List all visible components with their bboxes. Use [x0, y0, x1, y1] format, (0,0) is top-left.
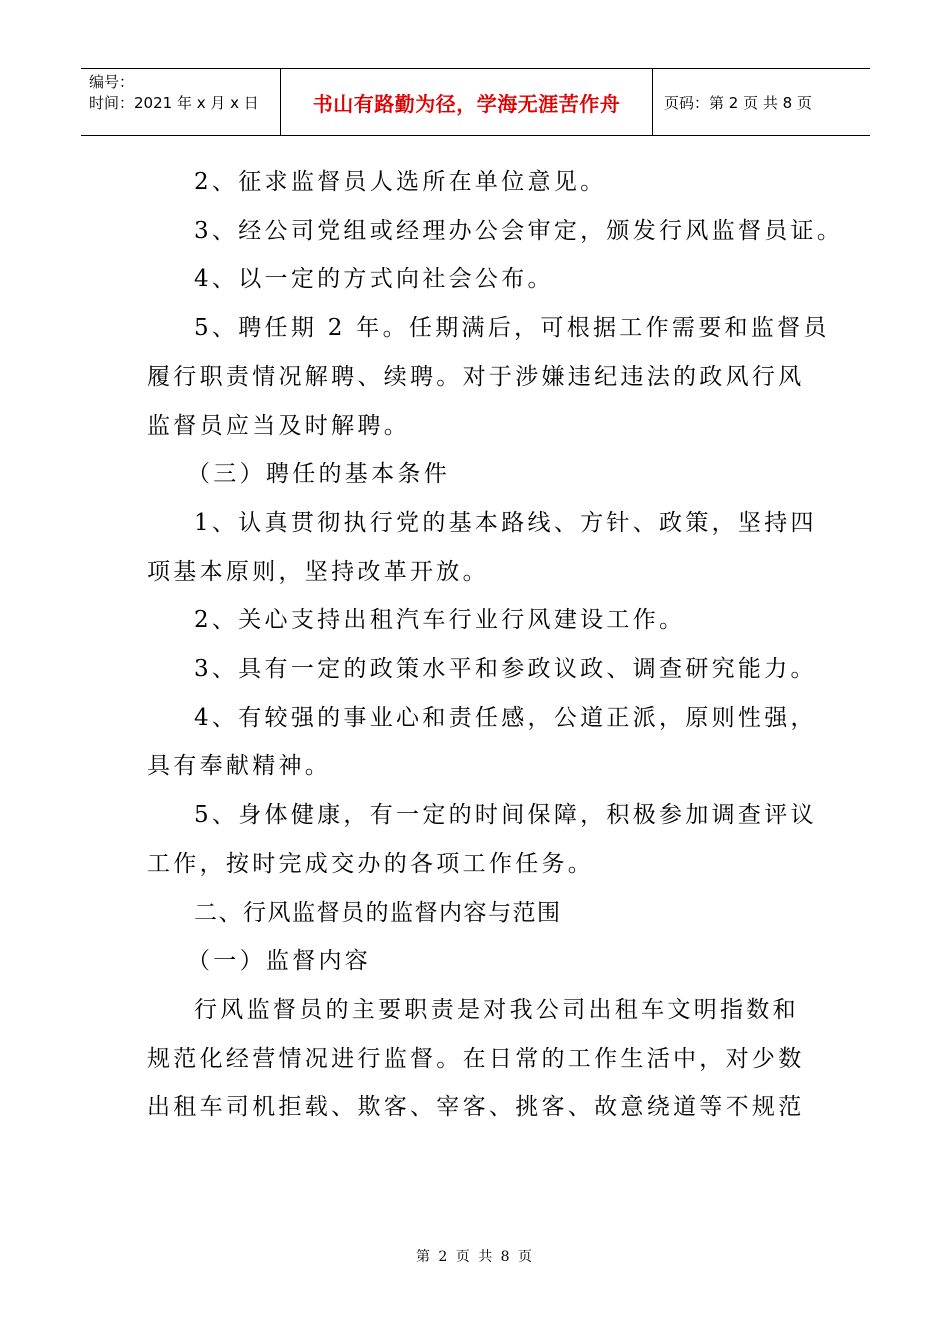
header-page-info: 页码：第 2 页 共 8 页	[664, 93, 812, 112]
text-line: 3、经公司党组或经理办公会审定，颁发行风监督员证。	[194, 217, 844, 244]
header-motto: 书山有路勤为径，学海无涯苦作舟	[281, 69, 653, 135]
text-line: 出租车司机拒载、欺客、宰客、挑客、故意绕道等不规范	[147, 1094, 805, 1121]
text-line: 3、具有一定的政策水平和参政议政、调查研究能力。	[194, 656, 817, 683]
time-label: 时间：2021 年 x 月 x 日	[89, 94, 259, 112]
text-line: 监督员应当及时解聘。	[147, 412, 410, 439]
subsection-heading: （三）聘任的基本条件	[187, 461, 450, 488]
text-line: 4、以一定的方式向社会公布。	[194, 266, 554, 293]
text-line: 规范化经营情况进行监督。在日常的工作生活中，对少数	[147, 1045, 805, 1072]
text-line: 2、关心支持出租汽车行业行风建设工作。	[194, 607, 686, 634]
text-line: 工作，按时完成交办的各项工作任务。	[147, 850, 595, 877]
text-line: 5、身体健康，有一定的时间保障，积极参加调查评议	[194, 802, 817, 829]
document-body	[147, 158, 844, 1132]
text-line: 具有奉献精神。	[147, 753, 332, 780]
text-line: 2、征求监督员人选所在单位意见。	[194, 169, 607, 195]
section-heading: 二、行风监督员的监督内容与范围	[194, 899, 562, 926]
text-line: 行风监督员的主要职责是对我公司出租车文明指数和	[194, 996, 799, 1023]
page-header	[81, 68, 870, 136]
header-meta	[81, 69, 281, 135]
text-line: 5、聘任期 2 年。任期满后，可根据工作需要和监督员	[194, 315, 830, 342]
text-line: 4、有较强的事业心和责任感，公道正派，原则性强，	[194, 704, 817, 731]
text-line: 履行职责情况解聘、续聘。对于涉嫌违纪违法的政风行风	[147, 363, 805, 390]
number-label: 编号：	[89, 73, 135, 91]
subsection-heading: （一）监督内容	[187, 948, 372, 975]
text-line: 1、认真贯彻执行党的基本路线、方针、政策，坚持四	[194, 509, 817, 536]
text-line: 项基本原则，坚持改革开放。	[147, 558, 489, 585]
page-footer: 第 2 页 共 8 页	[415, 1249, 535, 1265]
